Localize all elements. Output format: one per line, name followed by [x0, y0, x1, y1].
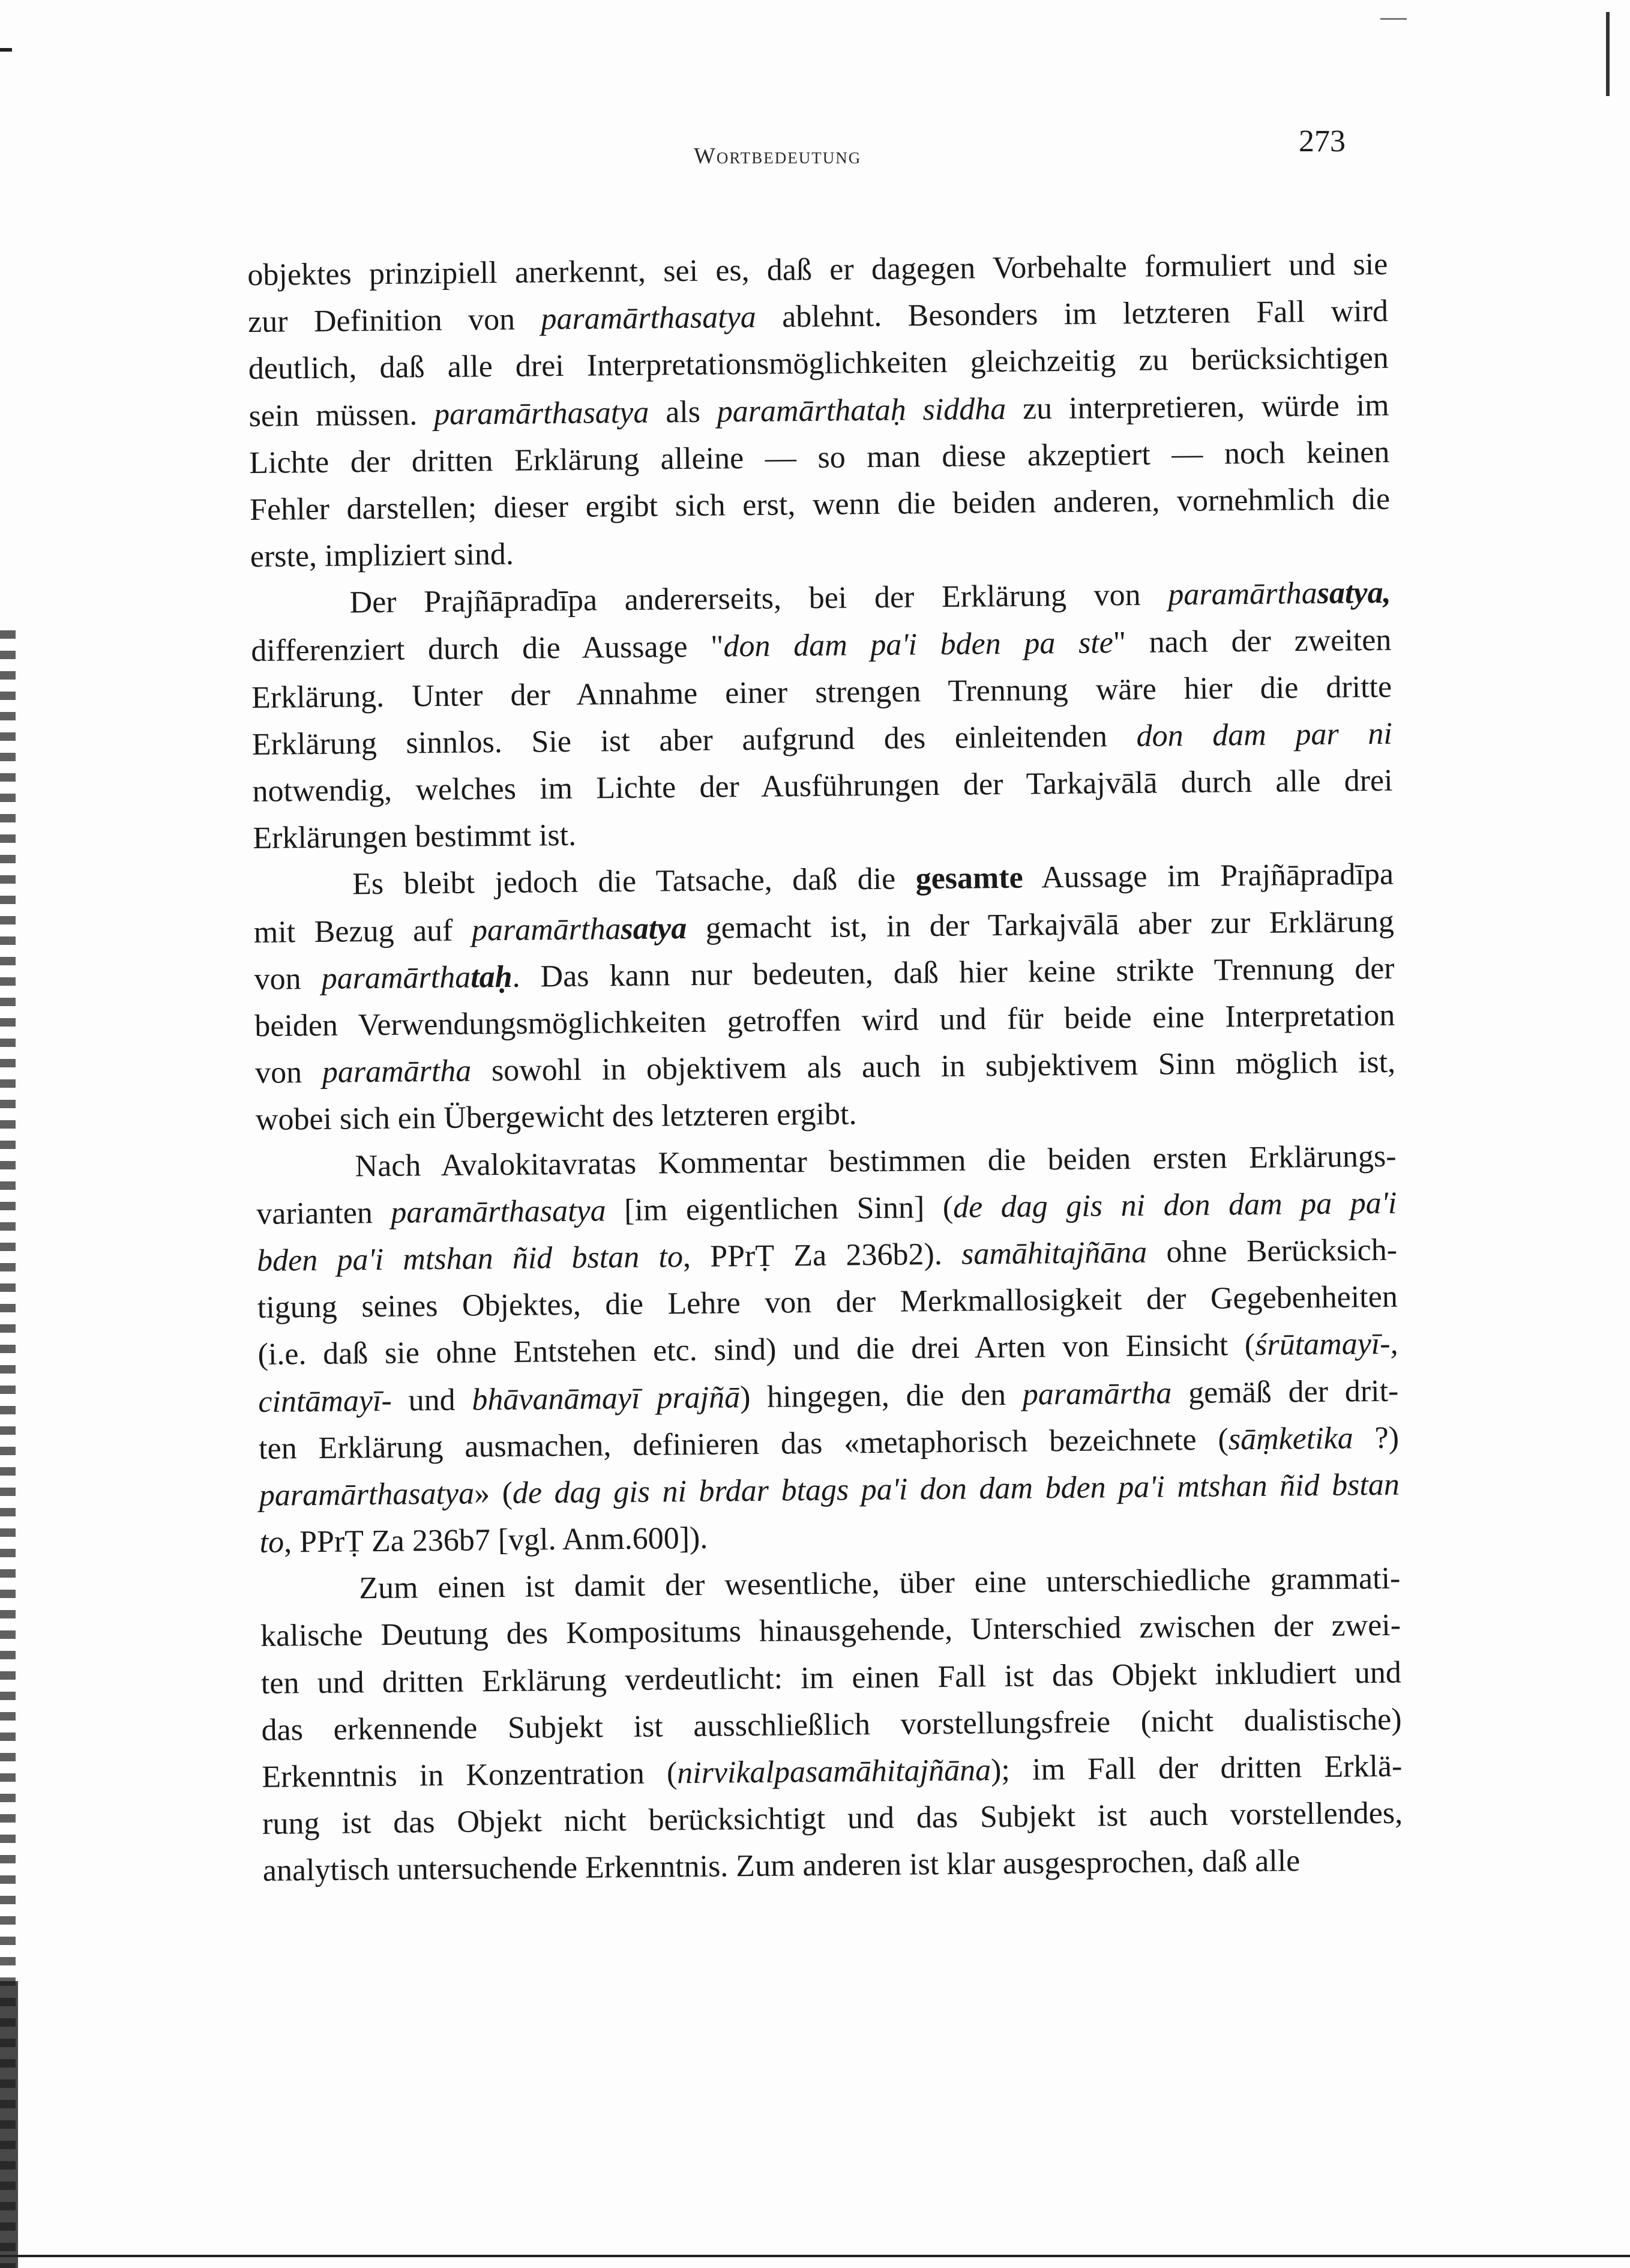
text-run: notwendig, welches im Lichte der Ausführungen der Tarkajvālā durch alle drei — [252, 763, 1393, 809]
text-run: paramārthasatya — [391, 1193, 606, 1230]
text-run: und — [391, 1382, 472, 1418]
body-text — [247, 241, 1403, 1895]
text-run: taḥ — [470, 959, 513, 995]
text-run: paramārtha — [1168, 576, 1318, 612]
text-run: ); im Fall der dritten Erklä- — [990, 1749, 1403, 1788]
text-run: von — [254, 1055, 323, 1091]
page-number: 273 — [1299, 124, 1346, 158]
scan-mark — [1380, 18, 1407, 20]
text-run: ten und dritten Erklärung verdeutlicht: im einen Fall ist das Objekt inkludiert und — [260, 1655, 1402, 1701]
text-run: paramārthasatya — [433, 395, 649, 432]
text-run: satya — [621, 911, 687, 946]
text-run: differenziert durch die Aussage " — [251, 629, 724, 668]
text-run: to — [259, 1525, 284, 1560]
text-run: paramārtha — [322, 1054, 472, 1090]
text-run: de dag gis ni brdar btags pa'i don dam bden pa'i mtshan ñid bstan — [512, 1467, 1400, 1510]
scan-mark — [0, 48, 12, 52]
text-run: paramārthataḥ siddha — [717, 391, 1006, 429]
text-run: Erklärungen bestimmt ist. — [253, 818, 577, 856]
text-run: paramārtha — [1022, 1375, 1172, 1412]
text-run: nirvikalpasamāhitajñāna — [676, 1753, 991, 1791]
text-run: » ( — [474, 1476, 513, 1511]
text-run: Zum einen ist damit der wesentliche, über eine unterschiedliche grammati- — [359, 1561, 1401, 1606]
text-run: zu interpretieren, würde im — [1005, 388, 1389, 426]
text-run: varianten — [256, 1195, 391, 1231]
text-run: bden pa'i mtshan ñid bstan to — [256, 1240, 684, 1278]
text-run: sowohl in objektivem als auch in subjektivem Sinn möglich ist, — [471, 1045, 1396, 1088]
text-run: paramārtha — [321, 960, 471, 996]
text-run: Aussage im Prajñāpradīpa — [1023, 857, 1394, 896]
text-run: (i.e. daß sie ohne Entstehen etc. sind) und die drei Arten von Einsicht ( — [257, 1328, 1256, 1372]
text-run: " nach der zweiten — [1113, 623, 1392, 660]
text-run: ohne Berücksich- — [1146, 1232, 1398, 1270]
text-run: paramārthasatya — [541, 300, 757, 337]
text-run: objektes prinzipiell anerkennt, sei es, daß er dagegen Vorbehalte formuliert und sie — [247, 247, 1388, 292]
text-run: ?) — [1353, 1420, 1400, 1456]
text-run: don dam pa'i bden pa ste — [723, 625, 1114, 663]
text-run: analytisch untersuchende Erkenntnis. Zum anderen ist klar ausgesprochen, daß alle — [262, 1844, 1301, 1889]
text-run: bhāvanāmayī prajñā — [472, 1380, 741, 1417]
text-run: śrūtamayī-, — [1254, 1326, 1398, 1363]
text-run: ) hingegen, die den — [739, 1377, 1023, 1414]
text-run: deutlich, daß alle drei Interpretationsmöglichkeiten gleichzeitig zu berücksichtigen — [248, 341, 1389, 387]
text-run: ablehnt. Besonders im letzteren Fall wird — [756, 294, 1389, 335]
text-run: tigung seines Objektes, die Lehre von der Merkmallosigkeit der Gegebenheiten — [257, 1279, 1398, 1326]
text-run: Erkenntnis in Konzentration ( — [262, 1756, 678, 1794]
text-run: Fehler darstellen; dieser ergibt sich erst, wenn die beiden anderen, vornehmlich die — [249, 481, 1391, 527]
binding-shadow-dark — [0, 1981, 18, 2268]
text-run: zur Definition von — [247, 302, 541, 340]
text-run: Lichte der dritten Erklärung alleine — so man diese akzeptiert — noch keinen — [249, 435, 1390, 480]
text-run: satya, — [1317, 576, 1391, 611]
text-run: sein müssen. — [248, 397, 435, 433]
text-run: mit Bezug auf — [253, 913, 472, 950]
text-run: samāhitajñāna — [961, 1235, 1147, 1271]
text-run: wobei sich ein Übergewicht des letzteren ergibt. — [255, 1097, 857, 1138]
text-run: Erklärung sinnlos. Sie ist aber aufgrund des einleitenden — [251, 719, 1137, 762]
scan-mark — [1606, 12, 1610, 96]
text-run: rung ist das Objekt nicht berücksichtigt und das Subjekt ist auch vorstellendes, — [262, 1796, 1403, 1842]
scan-edge — [0, 2255, 1630, 2257]
text-run: don dam par ni — [1136, 716, 1393, 753]
text-run: Der Prajñāpradīpa andererseits, bei der Erklärung von — [349, 578, 1168, 620]
text-run: gemäß der drit- — [1171, 1374, 1399, 1410]
text-run: das erkennende Subjekt ist ausschließlich vorstellungsfreie (nicht dualistische) — [261, 1702, 1402, 1748]
text-run: paramārthasatya — [259, 1476, 475, 1513]
text-run: gesamte — [915, 861, 1023, 896]
text-run: erste, impliziert sind. — [250, 537, 514, 575]
text-run: paramārtha — [471, 911, 621, 948]
text-run: ten Erklärung ausmachen, definieren das «metaphorisch bezeichnete ( — [258, 1422, 1229, 1466]
text-run: Erklärung. Unter der Annahme einer strengen Trennung wäre hier die dritte — [251, 669, 1392, 715]
text-run: cintāmayī- — [258, 1383, 392, 1419]
text-run: sāṃketika — [1228, 1421, 1354, 1457]
text-run: , PPrṬ Za 236b2). — [682, 1237, 962, 1274]
text-run: kalische Deutung des Kompositums hinausgehende, Unterschied zwischen der zwei- — [260, 1608, 1401, 1654]
running-head: Wortbedeutung — [694, 143, 862, 169]
text-run: Es bleibt jedoch die Tatsache, daß die — [352, 861, 916, 902]
text-run: von — [254, 961, 322, 997]
text-run: gemacht ist, in der Tarkajvālā aber zur Erklärung — [686, 904, 1395, 946]
text-run: Nach Avalokitavratas Kommentar bestimmen die beiden ersten Erklärungs- — [355, 1139, 1397, 1183]
text-run: [im eigentlichen Sinn] ( — [606, 1190, 954, 1228]
text-run: . Das kann nur bedeuten, daß hier keine strikte Trennung der — [512, 951, 1395, 994]
text-run: de dag gis ni don dam pa pa'i — [952, 1186, 1397, 1225]
text-run: als — [649, 394, 718, 430]
text-run: , PPrṬ Za 236b7 [vgl. Anm.600]). — [283, 1521, 708, 1560]
text-run: beiden Verwendungsmöglichkeiten getroffen wird und für beide eine Interpretation — [254, 998, 1395, 1043]
